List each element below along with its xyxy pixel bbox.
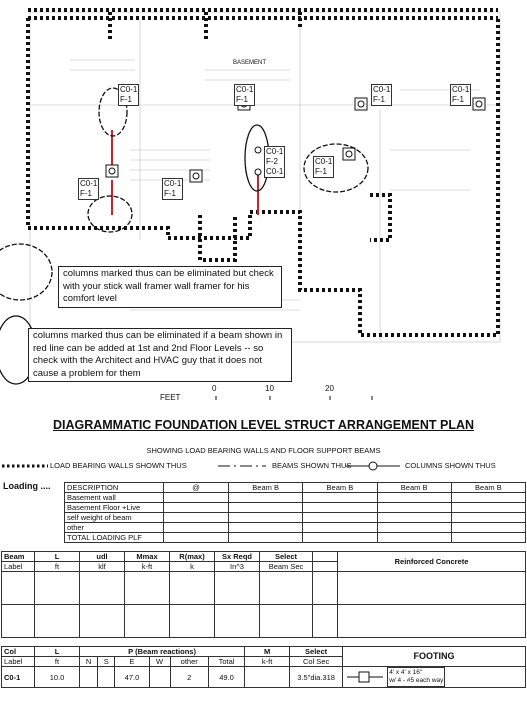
column-tag: C0-1 F-2 C0-1 xyxy=(266,147,284,176)
col-unit: N xyxy=(80,657,98,667)
col-header: L xyxy=(35,647,80,657)
col-unit: other xyxy=(170,657,208,667)
legend-walls: LOAD BEARING WALLS SHOWN THUS xyxy=(50,461,187,470)
load-row: other xyxy=(65,523,164,533)
at-header: @ xyxy=(164,483,229,493)
beam-col-header: Sx Reqd xyxy=(215,552,260,562)
beam-col-header: Select xyxy=(260,552,313,562)
load-row: self weight of beam xyxy=(65,513,164,523)
col-header: Select xyxy=(290,647,343,657)
legend-columns: COLUMNS SHOWN THUS xyxy=(405,461,496,470)
scale-label: FEET xyxy=(160,393,181,402)
beam-col-header: L xyxy=(35,552,80,562)
column-tag: C0-1 F-1 xyxy=(452,85,470,104)
loading-label: Loading .... xyxy=(3,481,51,491)
beam-unit: k-ft xyxy=(125,562,170,572)
load-row: TOTAL LOADING PLF xyxy=(65,533,164,543)
beam-table xyxy=(1,551,526,638)
column-tag: C0-1 F-1 xyxy=(164,179,182,198)
footing-title: FOOTING xyxy=(343,647,526,667)
col-unit: W xyxy=(149,657,170,667)
col-row-east: 47.0 xyxy=(115,667,149,688)
col-header: P (Beam reactions) xyxy=(80,647,245,657)
footing-cell xyxy=(343,667,526,688)
column-legend-symbol xyxy=(346,460,402,472)
col-unit: S xyxy=(98,657,115,667)
beam-col-header: Mmax xyxy=(125,552,170,562)
column-tag: C0-1 F-1 xyxy=(236,85,254,104)
beam-header: Beam B xyxy=(229,483,303,493)
beam-unit: ft xyxy=(35,562,80,572)
beam-unit: Label xyxy=(2,562,35,572)
column-tag: C0-1 F-1 xyxy=(120,85,138,104)
load-row: Basement Floor +Live xyxy=(65,503,164,513)
beam-col-header: R(max) xyxy=(170,552,215,562)
beam-unit: In^3 xyxy=(215,562,260,572)
footing-icon xyxy=(345,669,385,685)
scale-tick: 10 xyxy=(265,384,274,393)
col-unit: Label xyxy=(2,657,35,667)
col-unit: ft xyxy=(35,657,80,667)
scale-tick: 0 xyxy=(212,384,217,393)
desc-header: DESCRIPTION xyxy=(65,483,164,493)
footing-rebar: w/ 4 - #5 each way xyxy=(389,677,444,684)
legend-beams: BEAMS SHOWN THUS xyxy=(272,461,352,470)
scale-tick: 20 xyxy=(325,384,334,393)
column-table xyxy=(1,646,526,688)
col-row-other: 2 xyxy=(170,667,208,688)
page-title: DIAGRAMMATIC FOUNDATION LEVEL STRUCT ARRANGEMENT PLAN xyxy=(52,418,475,432)
col-unit: k-ft xyxy=(245,657,290,667)
note-beam-red-line: columns marked thus can be eliminated if a beam shown in red line can be added at 1st and 2nd Floor Levels -- so check with the Architect and HVAC guy that it does not cause a problem for them xyxy=(28,328,292,382)
beam-header: Beam B xyxy=(451,483,525,493)
beam-unit: Beam Sec xyxy=(260,562,313,572)
column-tag: C0-1 F-1 xyxy=(315,157,333,176)
beam-unit: k xyxy=(170,562,215,572)
col-header: M xyxy=(245,647,290,657)
load-row: Basement wall xyxy=(65,493,164,503)
beam-legend-symbol xyxy=(218,462,268,470)
col-unit: E xyxy=(115,657,149,667)
col-row-total: 49.0 xyxy=(208,667,244,688)
beam-header: Beam B xyxy=(303,483,377,493)
col-unit: Total xyxy=(208,657,244,667)
col-unit: Col Sec xyxy=(290,657,343,667)
beam-col-header: udl xyxy=(80,552,125,562)
column-tag: C0-1 F-1 xyxy=(80,179,98,198)
footing-size: 4' x 4' x 16" xyxy=(389,669,423,676)
beam-header: Beam B xyxy=(377,483,451,493)
col-row-length: 10.0 xyxy=(35,667,80,688)
col-row-section: 3.5"dia.318 xyxy=(290,667,343,688)
note-wall-framer: columns marked thus can be eliminated but check with your stick wall framer wall framer for his comfort level xyxy=(58,266,282,308)
col-header: Col xyxy=(2,647,35,657)
wall-legend-symbol xyxy=(2,462,50,470)
subtitle: SHOWING LOAD BEARING WALLS AND FLOOR SUPPORT BEAMS xyxy=(146,446,381,455)
reinforced-concrete-label: Reinforced Concrete xyxy=(338,552,526,572)
col-row-label: C0-1 xyxy=(2,667,35,688)
beam-col-header: Beam xyxy=(2,552,35,562)
basement-label: BASEMENT xyxy=(233,60,267,66)
column-tag: C0-1 F-1 xyxy=(373,85,391,104)
beam-unit: klf xyxy=(80,562,125,572)
loading-table xyxy=(64,482,526,543)
